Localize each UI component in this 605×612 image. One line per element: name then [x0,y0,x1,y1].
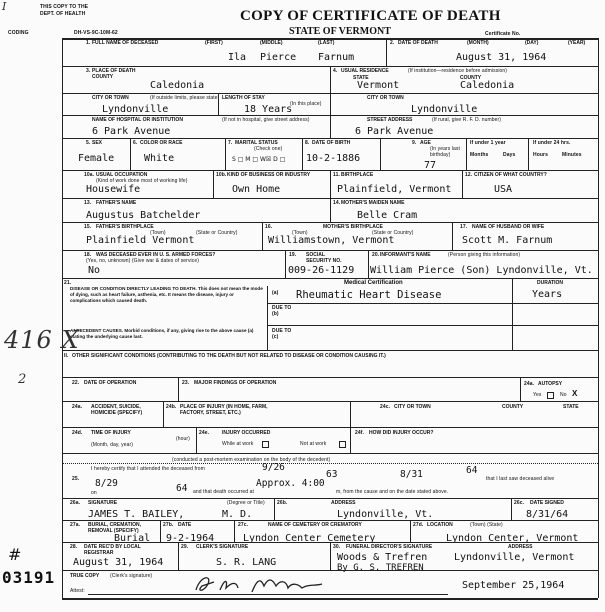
num-16: 16. [265,224,273,230]
label-clerk-sig-2: (Clerk's signature) [110,573,153,579]
value-business: Own Home [232,184,281,195]
label-father: FATHER'S NAME [96,200,137,206]
num-8: 8. [305,140,310,146]
num-15: 15. [84,224,92,230]
label-res-county: COUNTY [460,75,482,81]
value-date-of-death: August 31, 1964 [456,52,547,63]
label-minutes: Minutes [562,152,582,158]
value-first-name: Ila [228,52,247,63]
margin-note-416x: 416 X [4,326,80,354]
num-24f: 24f. [355,430,365,436]
label-business: KIND OF BUSINESS OR INDUSTRY [227,172,311,178]
label-and-death: and that death occurred at [193,489,254,495]
label-first: (FIRST) [205,40,223,46]
num-25: 25. [72,476,80,482]
label-under-1: If under 1 year [470,140,506,146]
value-funeral-address: Lyndonville, Vermont [454,552,575,563]
value-county: Caledonia [150,80,205,91]
label-signature: SIGNATURE [88,500,118,506]
value-funeral-director: Woods & Trefren [337,552,428,563]
value-color: White [144,153,175,164]
label-injury-occurred: INJURY OCCURRED [222,430,271,436]
label-burial: BURIAL, CREMATION, REMOVAL (SPECIFY) [88,522,141,534]
label-burial-date: DATE [178,522,192,528]
value-burial-date: 9-2-1964 [166,533,215,544]
num-20: 20. [372,252,380,258]
value-attended-year2: 64 [466,465,478,476]
num-10b: 10b. [216,172,227,178]
num-24c: 24c. [380,404,391,410]
label-while-work: While at work [222,441,254,447]
value-last-name: Farnum [318,52,355,63]
num-29: 29. [181,544,189,550]
value-cemetery-location: Lyndon Center, Vermont [446,533,579,544]
label-state-24c: STATE [563,404,579,410]
num-27d: 27d. [413,522,424,528]
label-full-name: FULL NAME OF DECEASED [92,40,159,46]
num-1: 1. [86,40,91,46]
num-24a: 24a. [72,404,83,410]
label-father-bp-state: (State or Country) [196,230,238,236]
label-address: ADDRESS [331,500,356,506]
num-27c: 27c. [238,522,249,528]
label-marital: MARITAL STATUS [235,140,278,146]
value-armed: No [88,265,101,276]
stamp-number: 03191 [2,568,56,587]
num-6: 6. [133,140,138,146]
num-7: 7. [228,140,233,146]
label-informant-note: (Person giving this information) [448,252,521,258]
num-autopsy: 24a. [524,381,535,387]
label-hour: (hour) [176,436,190,442]
label-age: AGE [420,140,431,146]
value-citizen: USA [494,184,513,195]
label-usual-residence: USUAL RESIDENCE [341,68,389,74]
label-dob: DATE OF BIRTH [312,140,351,146]
autopsy-yes-checkbox [547,392,554,399]
num-23: 23. [182,380,190,386]
label-autopsy: AUTOPSY [538,381,563,387]
label-attest: Attest: [70,588,85,594]
label-true-copy: TRUE COPY [70,573,100,579]
num-22: 22. [72,380,80,386]
label-cemetery: NAME OF CEMETERY OR CREMATORY [268,522,362,528]
label-hospital: NAME OF HOSPITAL OR INSTITUTION [92,117,183,123]
num-22-ii: II. [64,353,69,359]
document-title: COPY OF CERTIFICATE OF DEATH [240,8,501,24]
num-3: 3. [86,68,91,74]
label-clerk-sig: CLERK'S SIGNATURE [196,544,249,550]
value-clerk: S. R. LANG [216,557,277,568]
num-5: 5. [86,140,91,146]
label-funeral: FUNERAL DIRECTOR'S SIGNATURE [346,544,433,550]
certificate-no-label: Certificate No. [485,31,521,37]
value-res-state: Vermont [357,80,400,91]
label-major-findings: MAJOR FINDINGS OF OPERATION [194,380,277,386]
frame-left [62,38,63,598]
label-month: (MONTH) [467,40,489,46]
label-mother: MOTHER'S MAIDEN NAME [341,200,405,206]
value-marital: S □ M □ W☒ D □ [232,156,286,163]
value-res-city: Lyndonville [411,104,478,115]
num-9: 9. [412,140,417,146]
num-2: 2. [390,40,395,46]
value-date-signed: 8/31/64 [526,509,569,520]
num-27a: 27a. [70,522,81,528]
num-18: 18. [84,252,92,258]
value-ssn: 009-26-1129 [288,265,355,276]
value-res-county: Caledonia [460,80,515,91]
label-hospital-note: (If not in hospital, give street address) [222,117,310,123]
value-informant: William Pierce (Son) Lyndonville, Vt. [370,265,593,276]
while-work-checkbox [262,441,269,448]
value-attended-to: 8/31 [400,469,423,480]
value-middle-name: Pierce [260,52,297,63]
label-informant: INFORMANT'S NAME [380,252,431,258]
value-doctor-address: Lyndonville, Vt. [337,509,434,520]
label-date-signed: DATE SIGNED [530,500,564,506]
label-father-bp: FATHER'S BIRTHPLACE [96,224,154,230]
value-funeral-by: By G. S. TREFREN [337,563,424,573]
num-17: 17. [460,224,468,230]
label-mother-bp: MOTHER'S BIRTHPLACE [323,224,383,230]
num-27b: 27b. [163,522,174,528]
value-last-saw-year: 64 [176,483,188,494]
value-spouse: Scott M. Farnum [462,235,553,246]
label-date-operation: DATE OF OPERATION [84,380,137,386]
label-date-rec: DATE REC'D BY LOCAL REGISTRAR [84,544,141,556]
label-middle: (MIDDLE) [260,40,283,46]
label-sex: SEX [92,140,103,146]
label-date-of-death: DATE OF DEATH [398,40,438,46]
label-time-injury: TIME OF INJURY [91,430,131,436]
label-occupation-note: (Kind of work done most of working life) [96,178,188,184]
clerk-handwritten-signature [190,572,340,596]
num-21: 21. [64,280,72,286]
label-county: COUNTY [92,74,114,80]
frame-bottom [62,598,598,600]
label-how-injury: HOW DID INJURY OCCUR? [369,430,434,436]
label-duration: DURATION [537,280,564,286]
num-12: 12. [465,172,473,178]
value-length-stay: 18 Years [244,104,293,115]
label-length-stay-note: (In this place) [290,101,322,107]
label-medical-cert: Medical Certification [344,280,403,286]
label-armed-note: (Yes, no, unknown) (Give war & dates of service) [86,258,199,264]
frame-right [598,38,599,598]
num-24d: 24d. [72,430,83,436]
margin-note-2: 2 [18,372,27,387]
num-14: 14. [333,200,341,206]
value-duration: Years [532,289,563,300]
label-city-town-24c: CITY OR TOWN [394,404,431,410]
label-father-bp-town: (Town) [150,230,166,236]
num-30: 30. [333,544,341,550]
label-occupation: USUAL OCCUPATION [96,172,148,178]
label-res-city: CITY OR TOWN [367,95,404,101]
label-year: (YEAR) [568,40,586,46]
label-days: Days [503,152,516,158]
value-burial: Burial [114,533,151,544]
value-attended-from: 9/26 [262,462,285,473]
num-24e: 24e. [199,430,210,436]
label-location-note: (Town) (State) [470,522,503,528]
label-accident: ACCIDENT, SUICIDE, HOMICIDE (SPECIFY) [91,404,143,416]
label-last: (LAST) [318,40,335,46]
value-street: 6 Park Avenue [355,126,434,137]
num-28: 28. [70,544,78,550]
label-due-to-c: DUE TO [272,328,292,334]
value-death-time: Approx. 4:00 [256,478,325,489]
header-copy-to: THIS COPY TO THE [40,4,89,10]
label-conducted: (conducted a post-mortem examination on the body of the decedent) [172,457,331,463]
label-mother-bp-town: (Town) [292,230,308,236]
label-location: LOCATION [427,522,453,528]
value-date-rec: August 31, 1964 [73,557,164,568]
header-form-no: DH-VS-9C-10M-62 [74,30,118,36]
label-from-cause: m, from the cause and on the date stated above. [336,489,449,495]
label-street-note: (If rural, give R. F. D. number) [432,117,502,123]
value-attest-date: September 25,1964 [462,580,565,591]
label-marital-check: (Check one) [254,146,283,152]
label-city-town: CITY OR TOWN [92,95,129,101]
label-not-work: Not at work [300,441,327,447]
value-degree: M. D. [222,509,253,520]
label-age-note: (In years last birthday) [430,146,461,158]
label-place-injury: PLACE OF INJURY (IN HOME, FARM, FACTORY, STREET, ETC.) [180,404,268,416]
label-county-24c: COUNTY [502,404,524,410]
label-a: (a) [272,290,279,296]
num-26c: 26c. [514,500,525,506]
label-degree: (Degree or Title) [227,500,265,506]
corner-mark: I [2,0,7,13]
label-antecedent: ANTECEDENT CAUSES. Morbid conditions, if any, giving rise to the above cause (a) stating the underlying cause last. [70,328,254,339]
value-birthplace: Plainfield, Vermont [337,184,452,195]
label-under-24: If under 24 hrs. [533,140,571,146]
num-11: 11. [333,172,340,178]
document-state: STATE OF VERMONT [289,26,391,37]
label-c: (c) [272,334,279,340]
label-time-injury-note: (Month, day, year) [91,442,134,448]
header-dept: DEPT. OF HEALTH [40,11,86,17]
num-26a: 26a. [70,500,81,506]
label-street: STREET ADDRESS [367,117,413,123]
num-19: 19. [289,252,297,258]
label-citizen: CITIZEN OF WHAT COUNTRY? [474,172,547,178]
label-autopsy-yes: Yes [533,392,542,398]
label-armed: WAS DECEASED EVER IN U. S. ARMED FORCES? [96,252,216,258]
value-dob: 10-2-1886 [306,153,361,164]
value-mother-bp: Williamstown, Vermont [268,235,395,246]
label-months: Months [470,152,489,158]
label-on: on [91,490,97,496]
label-length-stay: LENGTH OF STAY [222,95,265,101]
label-autopsy-no: No [560,392,567,398]
num-4: 4. [333,68,338,74]
value-age: 77 [424,160,437,171]
value-occupation: Housewife [86,184,141,195]
value-cemetery: Lyndon Center Cemetery [243,533,376,544]
value-father-bp: Plainfield Vermont [86,235,195,246]
label-part-1: DISEASE OR CONDITION DIRECTLY LEADING TO DEATH. This does not mean the mode of dying, such as heart failure, asthenia, etc. It means the disease, injury or complications which caused death. [70,286,263,303]
num-24b: 24b. [166,404,177,410]
value-hospital: 6 Park Avenue [92,126,171,137]
label-other-conditions: OTHER SIGNIFICANT CONDITIONS (CONTRIBUTING TO THE DEATH BUT NOT RELATED TO DISEASE OR CONDITION CAUSING IT.) [72,353,386,359]
label-city-town-note: (If outside limits, please state) [150,95,220,101]
label-certify: I hereby certify that I attended the deceased from [91,466,205,472]
label-last-saw: that I last saw deceased alive [486,476,555,482]
label-birthplace: BIRTHPLACE [341,172,374,178]
label-mother-bp-state: (State or Country) [372,230,414,236]
value-attended-year: 63 [326,469,338,480]
label-day: (DAY) [525,40,539,46]
label-hours: Hours [533,152,548,158]
autopsy-no-checkbox: X [572,389,578,398]
label-res-state: STATE [353,75,369,81]
label-b: (b) [272,311,279,317]
value-cause: Rheumatic Heart Disease [296,289,442,301]
not-work-checkbox [339,441,346,448]
stamp-hash: # [8,545,22,564]
num-10a: 10a. [84,172,95,178]
num-26b: 26b. [277,500,288,506]
value-father: Augustus Batchelder [86,210,201,221]
label-place-of-death: PLACE OF DEATH [92,68,136,74]
value-last-saw-date: 8/29 [95,478,118,489]
label-spouse: NAME OF HUSBAND OR WIFE [472,224,545,230]
header-coding: CODING [8,30,29,36]
value-city: Lyndonville [102,104,169,115]
num-13: 13. [84,200,92,206]
label-usual-residence-note: (If institution—residence before admission) [408,68,508,74]
value-doctor: JAMES T. BAILEY, [88,509,185,520]
value-sex: Female [78,153,115,164]
label-funeral-address: ADDRESS [508,544,533,550]
label-due-to-b: DUE TO [272,305,292,311]
label-ssn: SOCIAL SECURITY NO. [306,252,342,264]
value-mother: Belle Cram [357,210,418,221]
label-color: COLOR OR RACE [140,140,183,146]
